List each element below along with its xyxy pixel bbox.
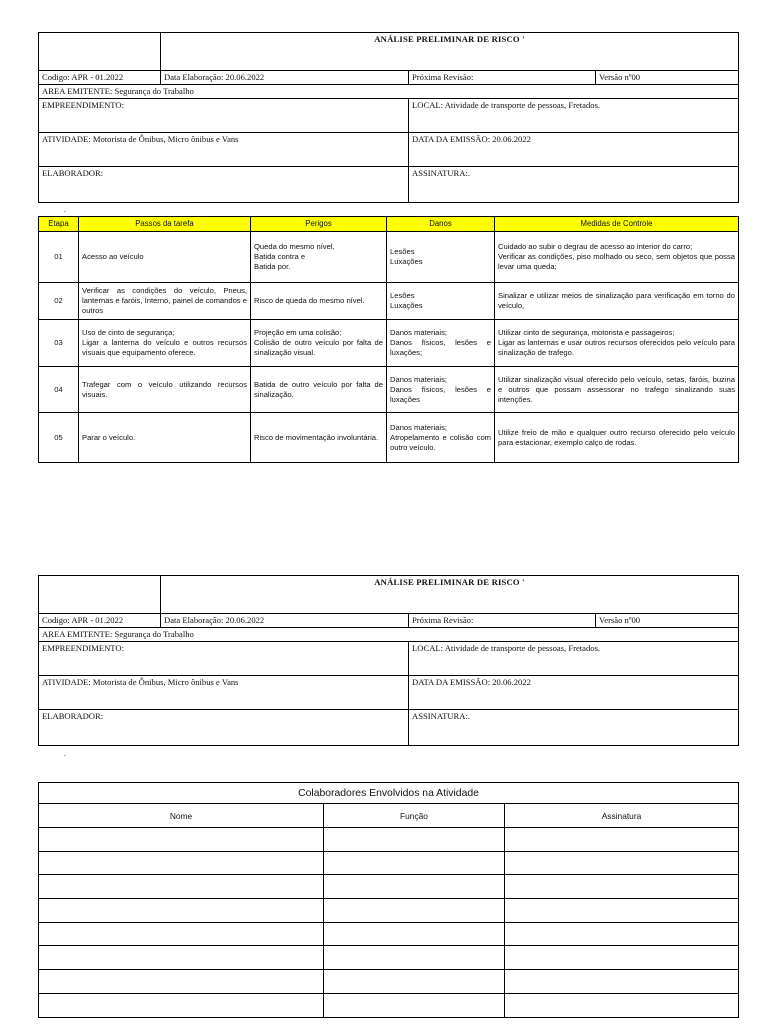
danos-cell: Danos materiais; Danos físicos, lesões e luxações;: [387, 320, 495, 367]
passos-cell: Verificar as condições do veículo, Pneus, lanternas e faróis, Interno, painel de comandos e outros: [79, 283, 251, 320]
funcao-cell[interactable]: [324, 993, 505, 1017]
data-emissao-field: DATA DA EMISSÃO: 20.06.2022: [409, 133, 739, 167]
risk-row: [39, 320, 739, 367]
funcao-cell[interactable]: [324, 946, 505, 970]
assinatura-cell[interactable]: [505, 922, 739, 946]
etapa-cell: 01: [39, 232, 79, 283]
col-funcao: Função: [324, 804, 505, 828]
collaborator-row: [39, 970, 739, 994]
collaborator-row: [39, 875, 739, 899]
risk-row: [39, 367, 739, 413]
col-assinatura: Assinatura: [505, 804, 739, 828]
col-perigos: Perigos: [251, 217, 387, 232]
empreendimento-field: EMPREENDIMENTO:: [39, 642, 409, 676]
document-title: ANÁLISE PRELIMINAR DE RISCO ': [161, 33, 739, 71]
assinatura-cell[interactable]: [505, 946, 739, 970]
area-emitente-field: AREA EMITENTE: Segurança do Trabalho: [39, 85, 739, 99]
nome-cell[interactable]: [39, 828, 324, 852]
separator-mark: .: [64, 205, 66, 214]
passos-cell: Parar o veículo.: [79, 413, 251, 463]
collaborator-row: [39, 993, 739, 1017]
funcao-cell[interactable]: [324, 899, 505, 923]
separator-mark: .: [64, 749, 66, 758]
nome-cell[interactable]: [39, 899, 324, 923]
assinatura-cell[interactable]: [505, 970, 739, 994]
empreendimento-field: EMPREENDIMENTO:: [39, 99, 409, 133]
nome-cell[interactable]: [39, 922, 324, 946]
risk-row: [39, 232, 739, 283]
perigos-cell: Risco de movimentação involuntária.: [251, 413, 387, 463]
versao-field: Versão nº00: [596, 71, 739, 85]
etapa-cell: 02: [39, 283, 79, 320]
local-field: LOCAL: Atividade de transporte de pessoas, Fretados.: [409, 99, 739, 133]
perigos-cell: Risco de queda do mesmo nível.: [251, 283, 387, 320]
col-etapa: Etapa: [39, 217, 79, 232]
medidas-cell: Utilizar sinalização visual oferecido pelo veículo, setas, faróis, buzina e outros que possam assessorar no trafego sinalizando suas intenções.: [495, 367, 739, 413]
funcao-cell[interactable]: [324, 970, 505, 994]
danos-cell: Lesões Luxações: [387, 232, 495, 283]
assinatura-cell[interactable]: [505, 993, 739, 1017]
funcao-cell[interactable]: [324, 851, 505, 875]
etapa-cell: 05: [39, 413, 79, 463]
medidas-cell: Sinalizar e utilizar meios de sinalização para verificação em torno do veículo,: [495, 283, 739, 320]
passos-cell: Acesso ao veículo: [79, 232, 251, 283]
nome-cell[interactable]: [39, 970, 324, 994]
collaborator-row: [39, 851, 739, 875]
medidas-cell: Utilizar cinto de segurança, motorista e passageiros; Ligar as lanternas e usar outros recursos oferecidos pelo veículo para sinalização de trafego.: [495, 320, 739, 367]
risk-analysis-table: [38, 216, 739, 463]
codigo-field: Codigo: APR - 01.2022: [39, 614, 161, 628]
atividade-field: ATIVIDADE: Motorista de Ônibus, Micro ônibus e Vans: [39, 676, 409, 710]
collaborator-row: [39, 828, 739, 852]
header-block-2: [38, 575, 739, 746]
nome-cell[interactable]: [39, 875, 324, 899]
proxima-revisao-field: Próxima Revisão:: [409, 71, 596, 85]
risk-row: [39, 413, 739, 463]
logo-cell: [39, 33, 161, 71]
logo-cell: [39, 576, 161, 614]
assinatura-cell[interactable]: [505, 875, 739, 899]
atividade-field: ATIVIDADE: Motorista de Ônibus, Micro ônibus e Vans: [39, 133, 409, 167]
data-emissao-field: DATA DA EMISSÃO: 20.06.2022: [409, 676, 739, 710]
risk-table-header: [39, 217, 739, 232]
col-passos: Passos da tarefa: [79, 217, 251, 232]
danos-cell: Danos materiais; Danos físicos, lesões e luxações: [387, 367, 495, 413]
data-elaboracao-field: Data Elaboração: 20.06.2022: [161, 614, 409, 628]
perigos-cell: Projeção em uma colisão; Colisão de outro veículo por falta de sinalização visual.: [251, 320, 387, 367]
proxima-revisao-field: Próxima Revisão:: [409, 614, 596, 628]
medidas-cell: Cuidado ao subir o degrau de acesso ao interior do carro; Verificar as condições, piso molhado ou seco, sem objetos que possa levar uma queda;: [495, 232, 739, 283]
passos-cell: Trafegar com o veículo utilizando recursos visuais.: [79, 367, 251, 413]
col-medidas: Medidas de Controle: [495, 217, 739, 232]
collaborator-row: [39, 922, 739, 946]
funcao-cell[interactable]: [324, 922, 505, 946]
nome-cell[interactable]: [39, 993, 324, 1017]
passos-cell: Uso de cinto de segurança; Ligar a lanterna do veículo e outros recursos visuais que equipamento oferece.: [79, 320, 251, 367]
etapa-cell: 04: [39, 367, 79, 413]
local-field: LOCAL: Atividade de transporte de pessoas, Fretados.: [409, 642, 739, 676]
medidas-cell: Utilize freio de mão e qualquer outro recurso oferecido pelo veículo para estacionar, exemplo calço de rodas.: [495, 413, 739, 463]
codigo-field: Codigo: APR - 01.2022: [39, 71, 161, 85]
perigos-cell: Batida de outro veículo por falta de sinalização.: [251, 367, 387, 413]
versao-field: Versão nº00: [596, 614, 739, 628]
danos-cell: Lesões Luxações: [387, 283, 495, 320]
document-title: ANÁLISE PRELIMINAR DE RISCO ': [161, 576, 739, 614]
elaborador-field: ELABORADOR:: [39, 167, 409, 203]
assinatura-cell[interactable]: [505, 828, 739, 852]
funcao-cell[interactable]: [324, 828, 505, 852]
col-nome: Nome: [39, 804, 324, 828]
nome-cell[interactable]: [39, 851, 324, 875]
assinatura-cell[interactable]: [505, 851, 739, 875]
data-elaboracao-field: Data Elaboração: 20.06.2022: [161, 71, 409, 85]
assinatura-cell[interactable]: [505, 899, 739, 923]
area-emitente-field: AREA EMITENTE: Segurança do Trabalho: [39, 628, 739, 642]
assinatura-field: ASSINATURA:.: [409, 167, 739, 203]
assinatura-field: ASSINATURA:.: [409, 710, 739, 746]
header-block-1: [38, 32, 739, 203]
etapa-cell: 03: [39, 320, 79, 367]
nome-cell[interactable]: [39, 946, 324, 970]
collaborators-table: [38, 782, 739, 1018]
col-danos: Danos: [387, 217, 495, 232]
elaborador-field: ELABORADOR:: [39, 710, 409, 746]
collaborators-title: Colaboradores Envolvidos na Atividade: [39, 783, 739, 804]
funcao-cell[interactable]: [324, 875, 505, 899]
danos-cell: Danos materiais; Atropelamento e colisão com outro veículo.: [387, 413, 495, 463]
risk-row: [39, 283, 739, 320]
collaborator-row: [39, 946, 739, 970]
collaborator-row: [39, 899, 739, 923]
perigos-cell: Queda do mesmo nível, Batida contra e Batida por.: [251, 232, 387, 283]
